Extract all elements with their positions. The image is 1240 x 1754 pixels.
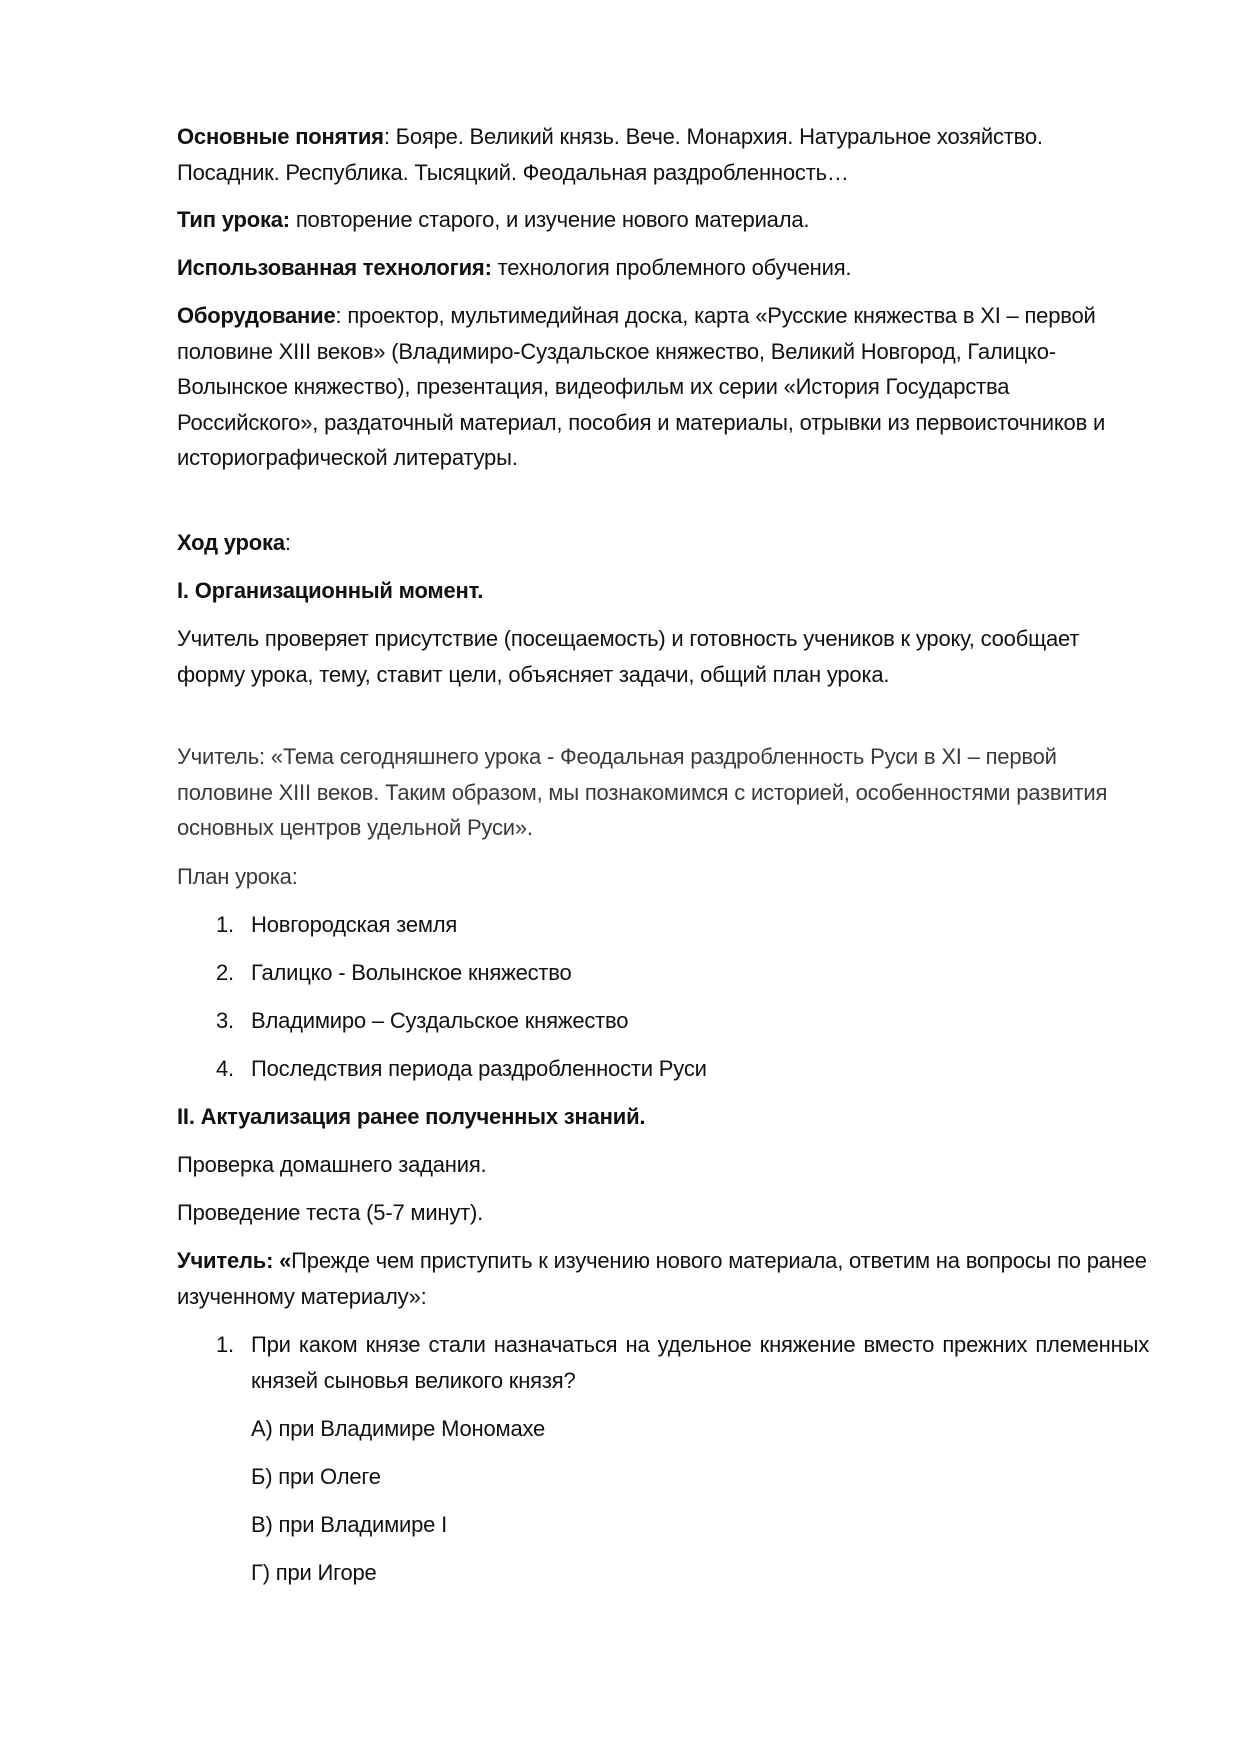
question-number: 1. [216,1332,234,1357]
answer-option: Б) при Олеге [251,1464,381,1489]
equipment-paragraph [177,298,1149,476]
teacher-intro-text: Прежде чем приступить к изучению нового материала, ответим на вопросы по ранее изученному материалу»: [177,1248,1147,1309]
homework-paragraph: Проверка домашнего задания. [177,1152,487,1177]
question-text: При каком князе стали назначаться на удельное княжение вместо прежних племенных князей сыновья великого князя? [251,1332,1149,1393]
lesson-type-text: повторение старого, и изучение нового материала. [289,207,810,232]
equipment-label: Оборудование [177,303,336,328]
plan-item-text: Новгородская земля [251,912,458,937]
lesson-type-paragraph [177,202,1149,238]
answer-option: А) при Владимире Мономахе [251,1416,546,1441]
teacher-intro-label: Учитель: « [177,1248,292,1273]
concepts-text: : Бояре. Великий князь. Вече. Монархия. Натуральное хозяйство. Посадник. Республика. Тысяцкий. Феодальная раздробленность… [177,124,1043,185]
course-heading [177,525,1149,561]
plan-item [216,907,1149,943]
plan-item-number: 1. [216,912,234,937]
plan-label: План урока: [177,864,298,889]
answer-option: Г) при Игоре [251,1560,377,1585]
teacher-intro-paragraph [177,1243,1149,1314]
equipment-text: : проектор, мультимедийная доска, карта «Русские княжества в XI – первой половине XIII веков» (Владимиро-Суздальское княжество, Великий Новгород, Галицко-Волынское княжество), презентация, видеофильм их серии «История Государства Российского», раздаточный материал, пособия и материалы, отрывки из первоисточников и историографической литературы. [177,303,1106,471]
plan-item-text: Владимиро – Суздальское княжество [251,1008,629,1033]
section-2-title: II. Актуализация ранее полученных знаний. [177,1104,646,1129]
section-1-title: I. Организационный момент. [177,578,484,603]
section-1-heading [177,573,1149,609]
concepts-paragraph [177,119,1149,190]
concepts-label: Основные понятия [177,124,384,149]
test-paragraph: Проведение теста (5-7 минут). [177,1200,484,1225]
plan-item [216,1051,1149,1087]
answer-option: В) при Владимире I [251,1512,448,1537]
teacher-check-paragraph: Учитель проверяет присутствие (посещаемость) и готовность учеников к уроку, сообщает форму урока, тему, ставит цели, объясняет задачи, общий план урока. [177,626,1080,687]
plan-item-number: 3. [216,1008,234,1033]
plan-item [216,1003,1149,1039]
course-label: Ход урока [177,530,285,555]
plan-item [216,955,1149,991]
plan-item-number: 2. [216,960,234,985]
course-colon: : [284,530,291,555]
technology-paragraph [177,250,1149,286]
plan-item-number: 4. [216,1056,234,1081]
technology-label: Использованная технология: [177,255,492,280]
plan-item-text: Последствия периода раздробленности Руси [251,1056,707,1081]
plan-item-text: Галицко - Волынское княжество [251,960,572,985]
question-item [216,1327,1149,1398]
section-2-heading [177,1099,1149,1135]
technology-text: технология проблемного обучения. [491,255,852,280]
lesson-type-label: Тип урока: [177,207,290,232]
teacher-topic-paragraph: Учитель: «Тема сегодняшнего урока - Феодальная раздробленность Руси в XI – первой половине XIII веков. Таким образом, мы познакомимся с историей, особенностями развития основных центров удельной Руси». [177,744,1108,841]
